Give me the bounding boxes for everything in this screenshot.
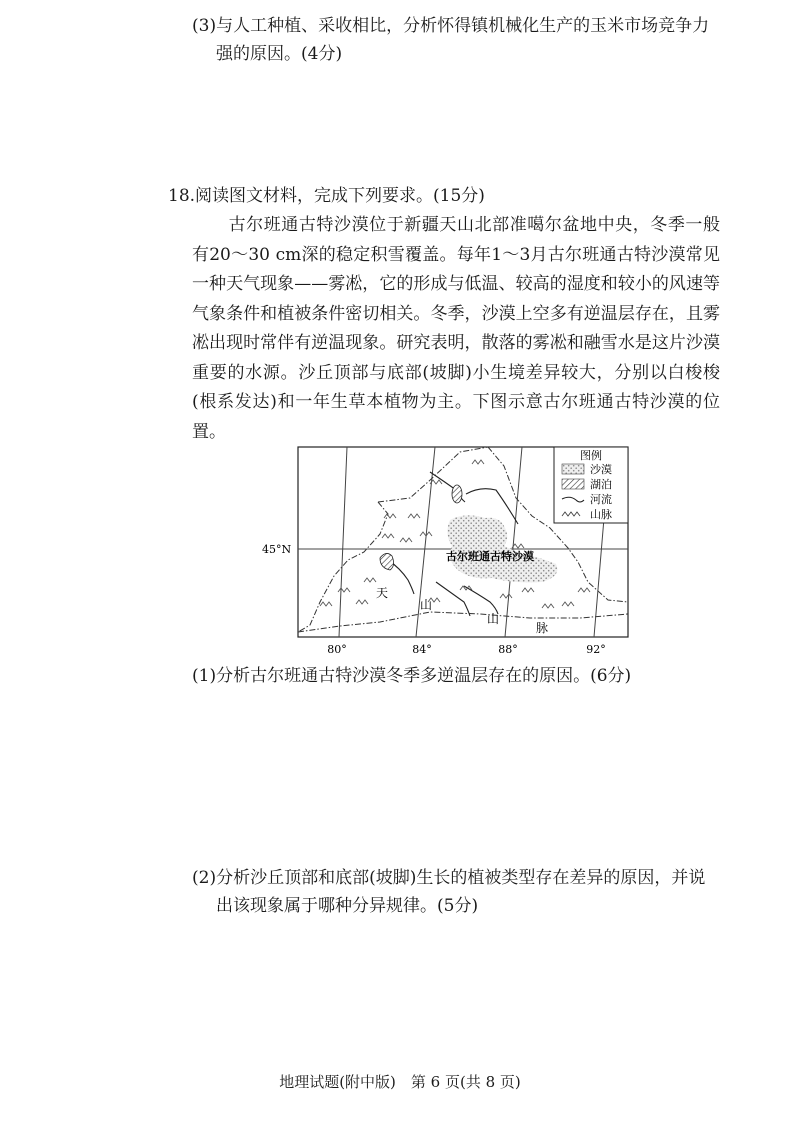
location-map (260, 442, 640, 662)
legend-title: 图例 (580, 449, 602, 462)
legend-label-mountain: 山脉 (590, 508, 612, 521)
lon-label-88: 88° (498, 643, 518, 656)
lon-label-84: 84° (412, 643, 432, 656)
page-footer: 地理试题(附中版) 第 6 页(共 8 页) (279, 1073, 521, 1091)
q18-material-text: 古尔班通古特沙漠位于新疆天山北部准噶尔盆地中央，冬季一般有20～30 cm深的稳定积雪覆盖。每年1～3月古尔班通古特沙漠常见一种天气现象——雾凇，它的形成与低温、较高的湿度和较小的风速等气象条件和植被条件密切相关。冬季，沙漠上空多有逆温层存在，且雾凇出现时常伴有逆温现象。研究表明，散落的雾凇和融雪水是这片沙漠重要的水源。沙丘顶部与底部(坡脚)小生境差异较大，分别以白梭梭(根系发达)和一年生草本植物为主。下图示意古尔班通古特沙漠的位置。 (192, 215, 720, 442)
legend-label-river: 河流 (590, 493, 612, 506)
lake-north (452, 485, 462, 503)
legend-label-lake: 湖泊 (590, 478, 612, 491)
range-char-1: 天 (376, 586, 389, 600)
q18-sub2-line1: (2)分析沙丘顶部和底部(坡脚)生长的植被类型存在差异的原因，并说 (192, 868, 706, 888)
lon-label-80: 80° (327, 643, 347, 656)
q18-sub2-line2: 出该现象属于哪种分异规律。(5分) (216, 896, 479, 916)
q17-sub3-line2: 强的原因。(4分) (216, 44, 343, 64)
q17-sub3-line1: (3)与人工种植、采收相比，分析怀得镇机械化生产的玉米市场竞争力 (192, 16, 710, 36)
range-char-2: 山 (420, 598, 433, 612)
q18-material (192, 211, 720, 447)
lat-label-45n: 45°N (262, 543, 292, 556)
q18-sub1: (1)分析古尔班通古特沙漠冬季多逆温层存在的原因。(6分) (192, 666, 632, 686)
range-char-3: 山 (487, 612, 500, 626)
range-char-4: 脉 (536, 621, 549, 635)
q18-heading: 18.阅读图文材料，完成下列要求。(15分) (168, 186, 485, 206)
lon-label-92: 92° (586, 643, 606, 656)
legend-label-desert: 沙漠 (590, 463, 612, 476)
lake-hatch-icon (562, 479, 584, 489)
desert-label: 古尔班通古特沙漠 (446, 550, 534, 563)
desert-pattern-icon (562, 464, 584, 474)
map-legend (554, 447, 628, 523)
